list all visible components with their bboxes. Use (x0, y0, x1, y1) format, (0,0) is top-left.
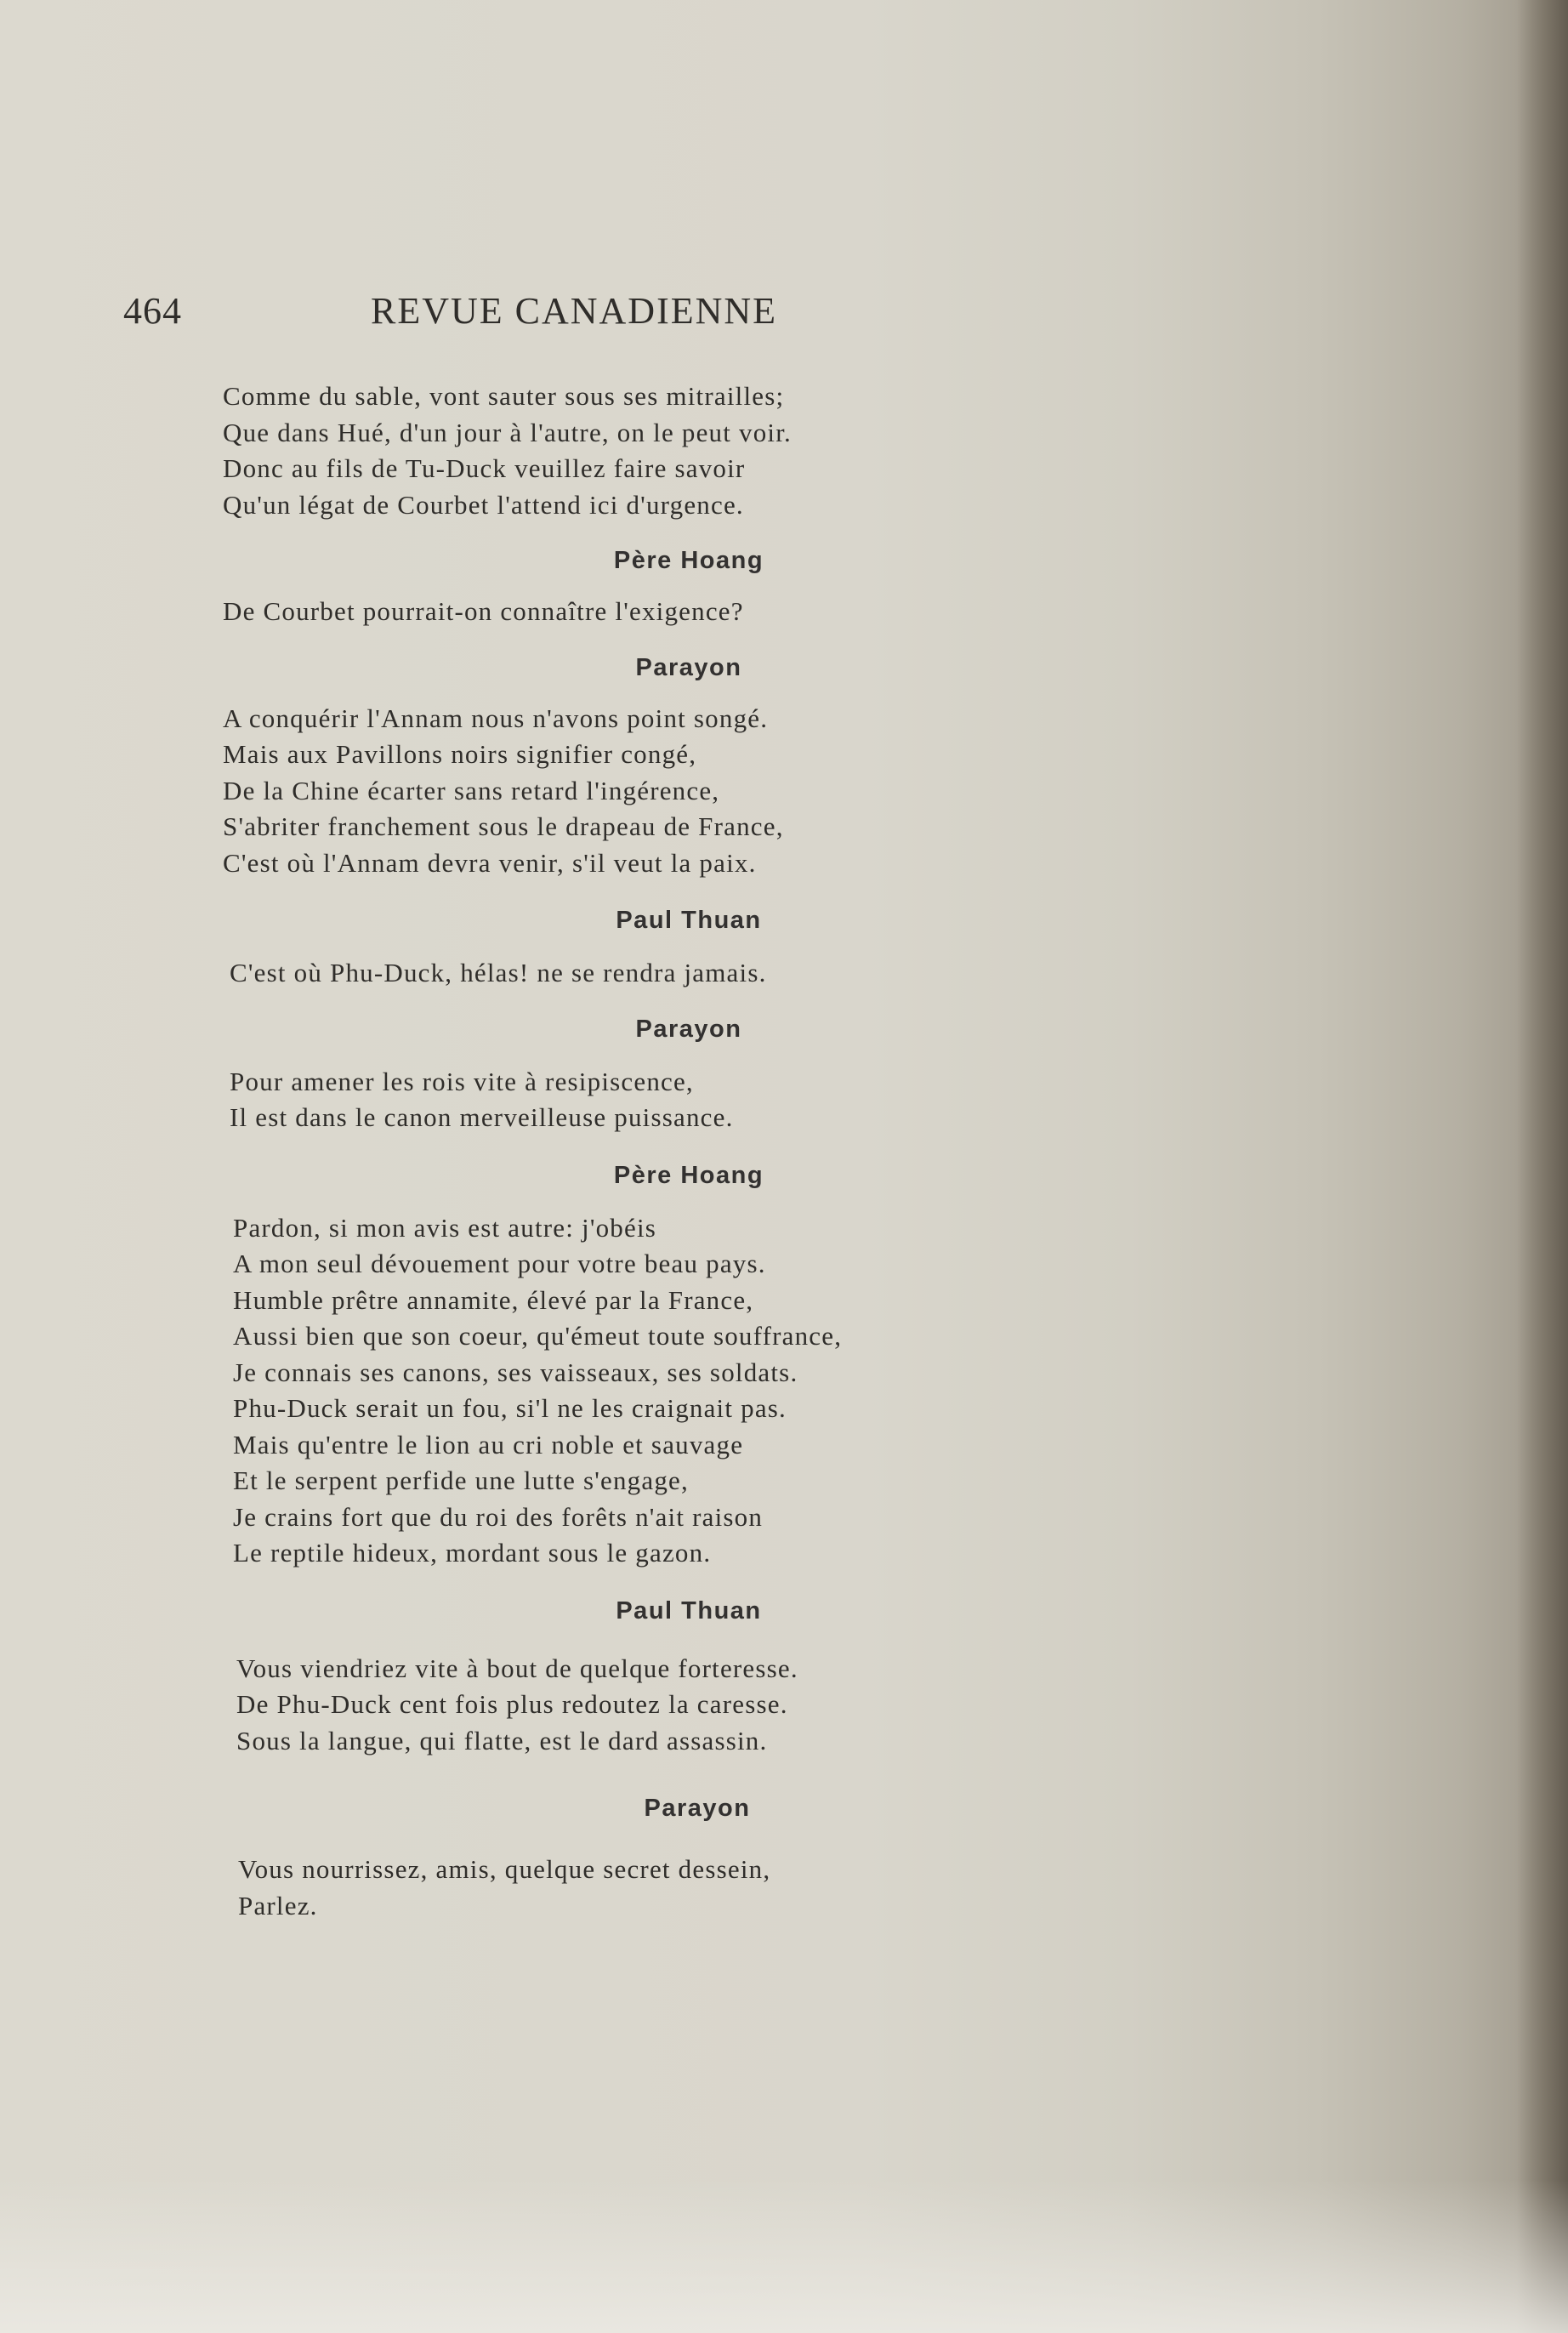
binding-shadow (1517, 0, 1568, 2333)
speaker-name: Paul Thuan (616, 907, 762, 934)
verse-line: Et le serpent perfide une lutte s'engage, (233, 1465, 689, 1495)
verse-block (233, 1210, 1105, 1572)
verse-line: S'abriter franchement sous le drapeau de France, (223, 811, 784, 841)
verse-line: Humble prêtre annamite, élevé par la France, (233, 1284, 754, 1315)
verse-line: Il est dans le canon merveilleuse puissance. (230, 1102, 734, 1132)
speaker-name: Père Hoang (613, 547, 764, 574)
page-bottom-edge (0, 2180, 1568, 2333)
verse-line: C'est où Phu-Duck, hélas! ne se rendra jamais. (230, 958, 767, 987)
verse-line: Mais qu'entre le lion au cri noble et sauvage (233, 1429, 744, 1460)
verse-block (223, 594, 1105, 630)
page-header (123, 289, 974, 349)
speaker-name: Père Hoang (613, 1161, 764, 1189)
verse-block (223, 701, 1105, 882)
verse-line: Je connais ses canons, ses vaisseaux, ses soldats. (233, 1357, 798, 1387)
verse-line: Vous viendriez vite à bout de quelque forteresse. (236, 1653, 798, 1683)
verse-block (230, 955, 1105, 992)
verse-line: Pour amener les rois vite à resipiscence, (230, 1066, 694, 1096)
verse-line: Phu-Duck serait un fou, si'l ne les craignait pas. (233, 1393, 787, 1423)
speaker-name: Parayon (635, 1015, 742, 1043)
verse-line: Comme du sable, vont sauter sous ses mitrailles; (223, 381, 785, 411)
verse-line: Je crains fort que du roi des forêts n'ait raison (233, 1501, 764, 1532)
verse-line: Mais aux Pavillons noirs signifier congé, (223, 739, 697, 769)
verse-line: Le reptile hideux, mordant sous le gazon. (233, 1538, 712, 1568)
verse-line: De Phu-Duck cent fois plus redoutez la caresse. (236, 1689, 788, 1719)
verse-line: Aussi bien que son coeur, qu'émeut toute souffrance, (233, 1321, 843, 1351)
page-body (0, 378, 1105, 1924)
verse-line: Que dans Hué, d'un jour à l'autre, on le peut voir. (223, 417, 792, 447)
verse-block (223, 378, 1105, 523)
verse-block (236, 1651, 1105, 1760)
verse-line: Donc au fils de Tu-Duck veuillez faire savoir (223, 453, 746, 483)
verse-line: Parlez. (238, 1890, 318, 1920)
speaker-name: Parayon (644, 1795, 751, 1822)
verse-line: Sous la langue, qui flatte, est le dard assassin. (236, 1725, 768, 1755)
speaker-name: Parayon (635, 653, 742, 681)
verse-block (238, 1852, 1105, 1924)
running-title: REVUE CANADIENNE (370, 290, 778, 332)
verse-line: A mon seul dévouement pour votre beau pays. (233, 1249, 766, 1278)
verse-line: Vous nourrissez, amis, quelque secret dessein, (238, 1854, 771, 1884)
page-number: 464 (123, 290, 182, 332)
verse-line: De la Chine écarter sans retard l'ingérence, (223, 775, 720, 805)
speaker-name: Paul Thuan (616, 1596, 762, 1625)
verse-block (230, 1064, 1105, 1136)
verse-line: C'est où l'Annam devra venir, s'il veut la paix. (223, 847, 757, 878)
verse-line: A conquérir l'Annam nous n'avons point songé. (223, 703, 769, 733)
verse-line: Pardon, si mon avis est autre: j'obéis (233, 1212, 657, 1243)
verse-line: Qu'un légat de Courbet l'attend ici d'urgence. (223, 489, 744, 520)
verse-line: De Courbet pourrait-on connaître l'exigence? (223, 596, 744, 626)
